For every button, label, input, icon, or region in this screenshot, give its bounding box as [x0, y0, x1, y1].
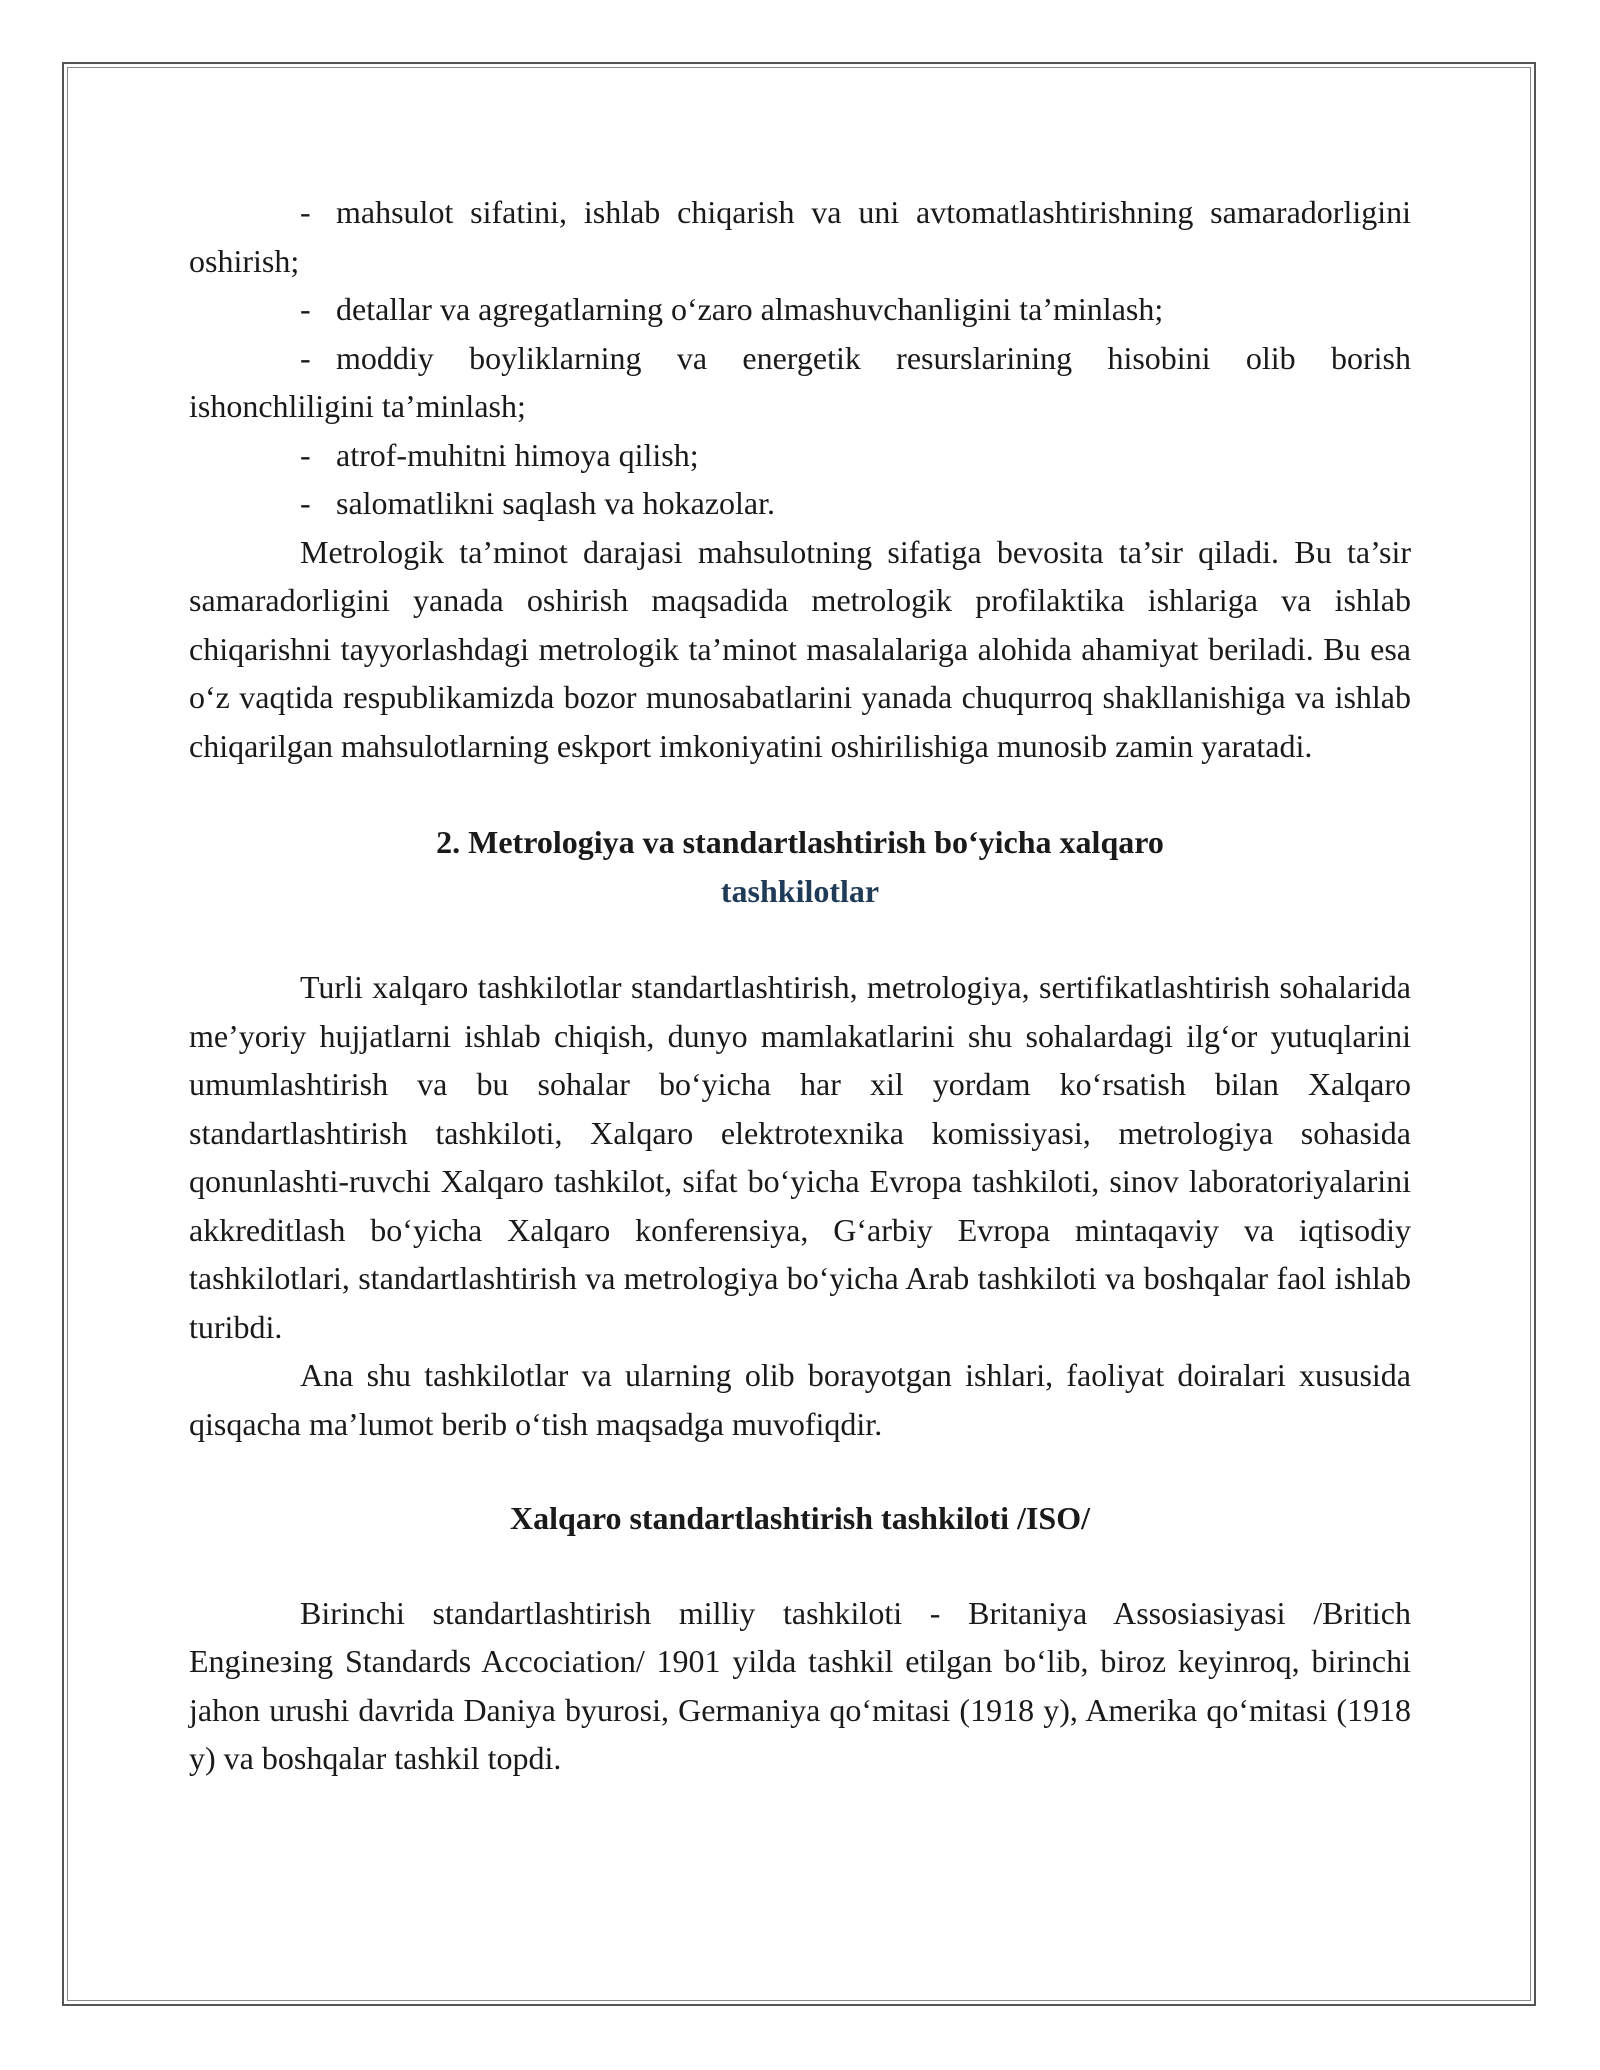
list-dash: - [300, 194, 311, 230]
paragraph-turli: Turli xalqaro tashkilotlar standartlashtirish, metrologiya, sertifikatlashtirish sohalarida me’yoriy hujjatlarni ishlab chiqish, dunyo mamlakatlarini shu sohalardagi ilg‘or yutuqlarini umumlashtirish va bu sohalar bo‘yicha har xil yordam ko‘rsatish bilan Xalqaro standartlashtirish tashkiloti, Xalqaro elektrotexnika komissiyasi, metrologiya sohasida qonunlashti-ruvchi Xalqaro tashkilot, sifat bo‘yicha Evropa tashkiloti, sinov laboratoriyalarini akkreditlash bo‘yicha Xalqaro konferensiya, G‘arbiy Evropa mintaqaviy va iqtisodiy tashkilotlari, standartlashtirish va metrologiya bo‘yicha Arab tashkiloti va boshqalar faol ishlab turibdi. [189, 969, 1411, 1345]
spacer [189, 1543, 1411, 1589]
list-dash: - [300, 436, 311, 473]
document-body [189, 188, 1411, 1783]
section-heading-line1: 2. Metrologiya va standartlashtirish bo‘yicha xalqaro [436, 824, 1164, 860]
list-item [189, 188, 1411, 285]
paragraph-metrologik: Metrologik ta’minot darajasi mahsulotning sifatiga bevosita ta’sir qiladi. Bu ta’sir samaradorligini yanada oshirish maqsadida metrologik profilaktika ishlariga va ishlab chiqarishni tayyorlashdagi metrologik ta’minot masalalariga alohida ahamiyat beriladi. Bu esa o‘z vaqtida respublikamizda bozor munosabatlarini yanada chuqurroq shakllanishiga va ishlab chiqarilgan mahsulotlarning eskport imkoniyatini oshirilishiga munosib zamin yaratadi. [189, 533, 1411, 764]
spacer [189, 915, 1411, 963]
paragraph-birinchi: Birinchi standartlashtirish milliy tashkiloti - Britaniya Assosiasiyasi /Britich Engineзing Standards Accociation/ 1901 yilda tashkil etilgan bo‘lib, biroz keyinroq, birinchi jahon urushi davrida Daniya byurosi, Germaniya qo‘mitasi (1918 y), Amerika qo‘mitasi (1918 y) va boshqalar tashkil topdi. [189, 1594, 1411, 1776]
subsection-heading-iso: Xalqaro standartlashtirish tashkiloti /ISO/ [510, 1500, 1090, 1536]
list-dash: - [300, 291, 311, 327]
list-dash: - [300, 339, 311, 376]
list-item [189, 334, 1411, 431]
list-item [189, 479, 1411, 528]
section-heading-2 [189, 818, 1411, 915]
list-dash: - [300, 485, 311, 521]
section-heading-line2: tashkilotlar [720, 872, 880, 909]
list-item-text: atrof-muhitni himoya qilish; [336, 436, 699, 473]
list-item-text: moddiy boyliklarning va energetik resurslarining hisobini olib borish ishonchliligini ta’minlash; [189, 339, 1411, 424]
list-item-text: mahsulot sifatini, ishlab chiqarish va uni avtomatlashtirishning samaradorligini oshirish; [189, 194, 1411, 279]
spacer [189, 770, 1411, 818]
paragraph-ana-shu: Ana shu tashkilotlar va ularning olib borayotgan ishlari, faoliyat doiralari xususida qisqacha ma’lumot berib o‘tish maqsadga muvofiqdir. [189, 1357, 1411, 1442]
list-item-text: detallar va agregatlarning o‘zaro almashuvchanligini ta’minlash; [336, 291, 1164, 327]
list-item [189, 285, 1411, 334]
spacer [189, 1448, 1411, 1494]
list-item [189, 431, 1411, 480]
list-item-text: salomatlikni saqlash va hokazolar. [336, 485, 775, 521]
